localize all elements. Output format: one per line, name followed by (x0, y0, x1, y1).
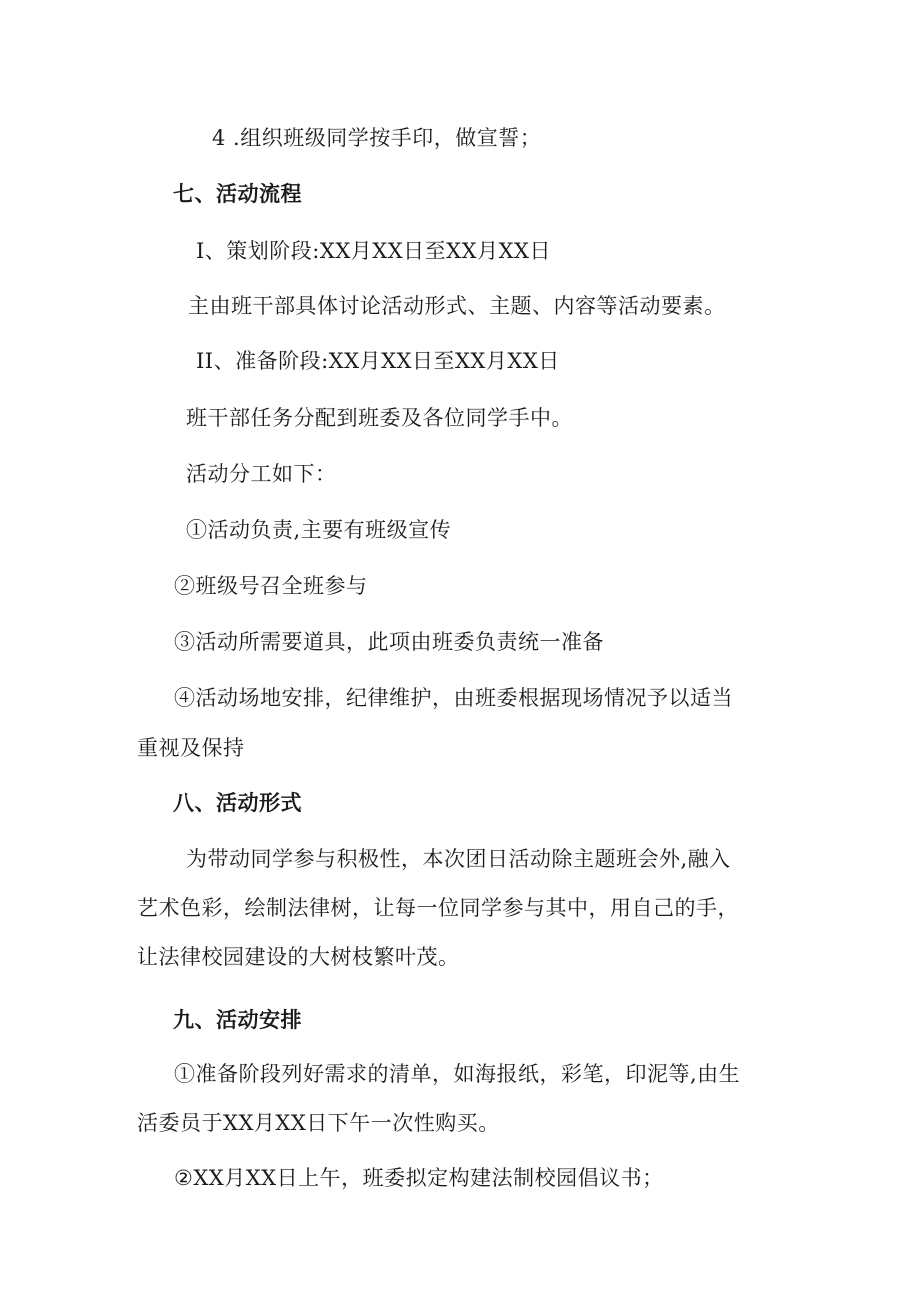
section-heading-8: 八、活动形式 (173, 791, 302, 815)
section-heading-7: 七、活动流程 (173, 182, 302, 206)
list-item-2: ②班级号召全班参与 (174, 574, 368, 598)
paragraph-form-line-1: 为带动同学参与积极性，本次团日活动除主题班会外,融入 (186, 847, 731, 871)
list-item-4-continued: 重视及保持 (137, 736, 245, 760)
arrangement-item-1: ①准备阶段列好需求的清单，如海报纸，彩笔，印泥等,由生 (174, 1062, 741, 1086)
arrangement-item-1-continued: 活委员于XX月XX日下午一次性购买。 (137, 1111, 500, 1135)
paragraph-preparation-desc: 班干部任务分配到班委及各位同学手中。 (186, 406, 573, 430)
paragraph-form-line-3: 让法律校园建设的大树枝繁叶茂。 (137, 945, 460, 969)
paragraph-form-line-2: 艺术色彩，绘制法律树，让每一位同学参与其中，用自己的手， (137, 896, 739, 920)
list-item-1: ①活动负责,主要有班级宣传 (186, 518, 452, 542)
section-heading-9: 九、活动安排 (173, 1008, 302, 1032)
stage-preparation-line: II、准备阶段:XX月XX日至XX月XX日 (196, 349, 560, 373)
list-item-4: ④活动场地安排，纪律维护，由班委根据现场情况予以适当 (174, 686, 733, 710)
list-item-3: ③活动所需要道具，此项由班委负责统一准备 (174, 630, 604, 654)
arrangement-item-2: ②XX月XX日上午，班委拟定构建法制校园倡议书； (174, 1166, 664, 1190)
stage-planning-line: I、策划阶段:XX月XX日至XX月XX日 (196, 239, 551, 263)
paragraph-planning-desc: 主由班干部具体讨论活动形式、主题、内容等活动要素。 (188, 294, 726, 318)
paragraph-item-4: 4 .组织班级同学按手印，做宣誓； (212, 126, 542, 150)
paragraph-division-intro: 活动分工如下： (186, 462, 337, 486)
